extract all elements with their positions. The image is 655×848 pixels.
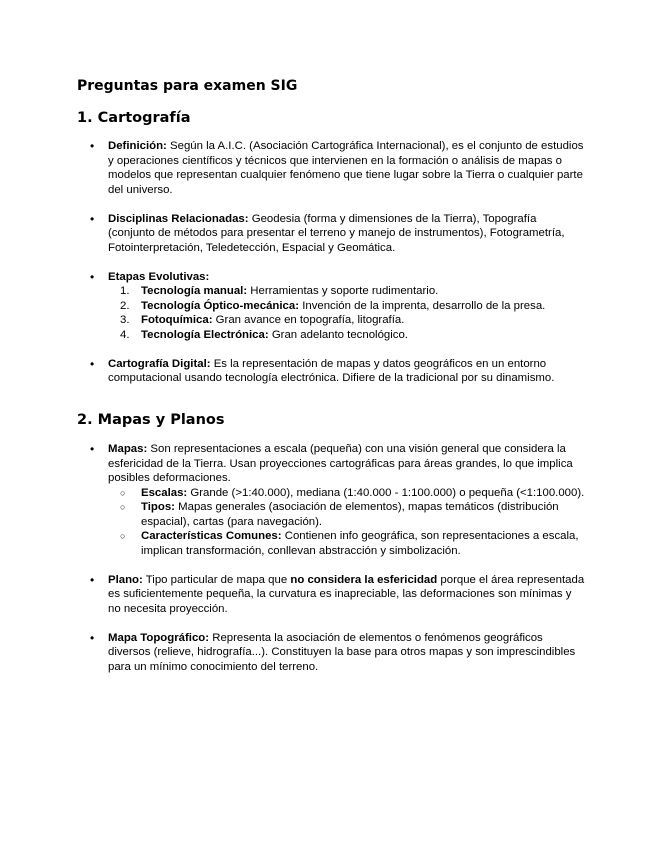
term-label: Plano: bbox=[108, 573, 143, 586]
item-text: Geodesia (forma y dimensiones de la Tierra), Topografía (conjunto de métodos para presentar el terreno y manejo de instrumentos), Fotogrametría, Fotointerpretación, Teledetección, Espacial y Geomática. bbox=[108, 212, 565, 254]
term-label: Mapas: bbox=[108, 443, 148, 455]
item-number: 1. bbox=[120, 285, 130, 297]
item-text: Mapas generales (asociación de elementos), mapas temáticos (distribución espacial), cartas (para navegación). bbox=[141, 501, 559, 528]
numbered-item bbox=[108, 328, 585, 343]
item-text: Según la A.I.C. (Asociación Cartográfica Internacional), es el conjunto de estudios y operaciones científicos y técnicos que intervienen en la formación o análisis de mapas o modelos que representan cualquier fenómeno que tiene lugar sobre la Tierra o cualquier parte del universo. bbox=[108, 140, 584, 196]
item-text: Representa la asociación de elementos o fenómenos geográficos diversos (relieve, hidrografía...). Constituyen la base para otros mapas y son imprescindibles para un mínimo conocimiento del terreno. bbox=[108, 631, 576, 673]
item-number: 2. bbox=[120, 299, 130, 312]
numbered-item bbox=[108, 284, 585, 299]
list-item-cartografia-digital bbox=[0, 357, 655, 386]
term-label: Fotoquímica: bbox=[141, 314, 213, 326]
list-item-etapas bbox=[0, 270, 655, 343]
term-label: Etapas Evolutivas: bbox=[108, 270, 210, 283]
term-label: Mapa Topográfico: bbox=[108, 631, 210, 644]
item-text: Invención de la imprenta, desarrollo de la presa. bbox=[299, 299, 546, 312]
list-item-mapa-topografico bbox=[0, 631, 655, 675]
term-label: Escalas: bbox=[141, 486, 188, 499]
numbered-item bbox=[108, 313, 585, 328]
item-text: Tipo particular de mapa que bbox=[142, 573, 291, 586]
item-number: 3. bbox=[120, 314, 130, 326]
term-label: Tipos: bbox=[141, 501, 175, 513]
mapas-planos-list bbox=[0, 442, 655, 689]
mapas-sub-list bbox=[108, 486, 585, 559]
item-text: Gran avance en topografía, litografía. bbox=[212, 314, 405, 326]
list-item-disciplinas bbox=[0, 212, 655, 256]
section-heading-cartografia: 1. Cartografía bbox=[77, 110, 191, 126]
section-heading-mapas-planos: 2. Mapas y Planos bbox=[77, 412, 225, 428]
term-label: Características Comunes: bbox=[141, 530, 282, 542]
term-label: Cartografía Digital: bbox=[108, 357, 211, 370]
term-label: Tecnología manual: bbox=[141, 285, 248, 297]
item-text: Gran adelanto tecnológico. bbox=[268, 328, 408, 341]
term-label: Disciplinas Relacionadas: bbox=[108, 212, 249, 225]
item-number: 4. bbox=[120, 328, 130, 341]
term-label: Tecnología Electrónica: bbox=[141, 328, 269, 341]
etapas-numbered-list bbox=[108, 284, 585, 342]
item-text: Contienen info geográfica, son representaciones a escala, implican transformación, conllevan abstracción y simbolización. bbox=[141, 530, 579, 557]
list-item-definicion bbox=[0, 139, 655, 197]
term-label: Definición: bbox=[108, 140, 167, 152]
cartografia-list bbox=[0, 139, 655, 400]
term-label: Tecnología Óptico-mecánica: bbox=[141, 299, 300, 312]
numbered-item bbox=[108, 299, 585, 314]
sub-list-item bbox=[108, 529, 585, 558]
sub-list-item bbox=[108, 500, 585, 529]
item-text: Es la representación de mapas y datos geográficos en un entorno computacional usando tecnología electrónica. Difiere de la tradicional por su dinamismo. bbox=[108, 357, 555, 384]
sub-list-item bbox=[108, 486, 585, 501]
item-text: porque el área representada es suficientemente pequeña, la curvatura es inapreciable, las deformaciones son mínimas y no necesita proyección. bbox=[108, 573, 585, 615]
list-item-mapas bbox=[0, 442, 655, 558]
document-title: Preguntas para examen SIG bbox=[77, 78, 298, 94]
item-text: Grande (>1:40.000), mediana (1:40.000 - 1:100.000) o pequeña (<1:100.000). bbox=[187, 486, 585, 499]
list-item-plano bbox=[0, 573, 655, 617]
item-text: Herramientas y soporte rudimentario. bbox=[247, 285, 439, 297]
item-text: Son representaciones a escala (pequeña) con una visión general que considera la esfericidad de la Tierra. Usan proyecciones cartográficas para áreas grandes, lo que implica posibles deformaciones. bbox=[108, 443, 573, 484]
emphasis-text: no considera la esfericidad bbox=[290, 573, 438, 586]
